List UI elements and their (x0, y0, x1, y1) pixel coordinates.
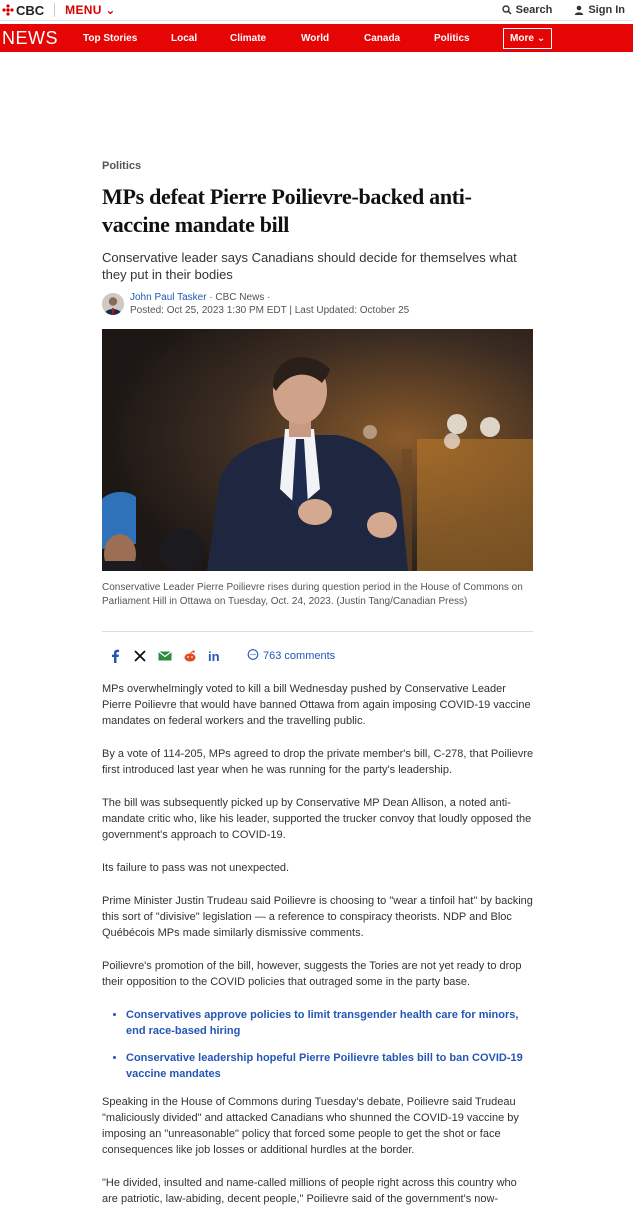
paragraph: MPs overwhelmingly voted to kill a bill Wednesday pushed by Conservative Leader Pierre Poilievre that would have banned Ottawa from again imposing COVID-19 vaccine mandates on federal workers and the travelling public. (102, 683, 531, 727)
nav-item-world[interactable]: World (301, 32, 330, 44)
byline-line-1 (130, 291, 409, 304)
nav-item-canada[interactable]: Canada (364, 32, 401, 44)
related-link[interactable]: Conservatives approve policies to limit transgender health care for minors, end race-based hiring (126, 1009, 519, 1037)
share-bar (102, 646, 335, 666)
caption-divider (102, 631, 533, 632)
related-link-item (126, 1007, 534, 1039)
author-link[interactable]: John Paul Tasker (130, 292, 207, 303)
nav-item-climate[interactable]: Climate (230, 32, 267, 44)
byline-text (130, 291, 409, 317)
news-logo[interactable]: NEWS (2, 27, 58, 48)
search-button[interactable] (502, 4, 553, 16)
comments-link[interactable] (247, 649, 335, 664)
search-label: Search (515, 4, 553, 16)
image-caption: Conservative Leader Pierre Poilievre rises during question period in the House of Commons on Parliament Hill in Ottawa on Tuesday, Oct. 24, 2023. (Justin Tang/Canadian Press) (102, 582, 523, 607)
x-icon[interactable] (127, 646, 152, 666)
paragraph: Speaking in the House of Commons during Tuesday's debate, Poilievre said Trudeau "maliciously divided" and attacked Canadians who shunned the COVID-19 vaccine by imposing an "unreasonable" policy that forced some people to get the shot or face consequences like job losses or additional hurdles at the border. (102, 1096, 519, 1156)
cbc-brand-text: CBC (16, 2, 45, 18)
headline: MPs defeat Pierre Poilievre-backed anti-vaccine mandate bill (102, 184, 472, 237)
search-icon (502, 5, 512, 15)
menu-label: MENU (65, 3, 102, 17)
paragraph: The bill was subsequently picked up by Conservative MP Dean Allison, a noted anti-mandate critic who, like his leader, supported the trucker convoy that loudly opposed the government's approach to COVID-19. (102, 797, 532, 841)
section-label[interactable]: Politics (102, 160, 142, 172)
author-avatar[interactable] (102, 293, 124, 315)
deck: Conservative leader says Canadians should decide for themselves what they put in their bodies (102, 250, 517, 282)
more-label: More (510, 33, 534, 44)
paragraph: Poilievre's promotion of the bill, however, suggests the Tories are not yet ready to drop their opposition to the COVID policies that outraged some in the party base. (102, 960, 522, 988)
posted-date: Posted: Oct 25, 2023 1:30 PM EDT | Last Updated: October 25 (130, 305, 410, 316)
sign-in-label: Sign In (588, 4, 625, 16)
related-link-item (126, 1050, 534, 1082)
cbc-gem-icon (2, 4, 14, 16)
nav-item-politics[interactable]: Politics (434, 32, 470, 44)
related-link[interactable]: Conservative leadership hopeful Pierre Poilievre tables bill to ban COVID-19 vaccine mandates (126, 1052, 523, 1080)
email-icon[interactable] (152, 646, 177, 666)
paragraph: "He divided, insulted and name-called millions of people right across this country who are patriotic, law-abiding, decent people," Poilievre said of the government's now- (102, 1177, 517, 1205)
chevron-down-icon: ⌄ (536, 33, 546, 44)
chevron-down-icon: ⌄ (105, 3, 116, 17)
related-links (102, 1007, 534, 1082)
hero-image (102, 329, 533, 571)
comment-icon (247, 649, 259, 664)
linkedin-icon[interactable] (202, 646, 227, 666)
outlet: · CBC News · (206, 292, 271, 303)
paragraph: Its failure to pass was not unexpected. (102, 862, 290, 874)
paragraph: Prime Minister Justin Trudeau said Poilievre is choosing to "wear a tinfoil hat" by backing this sort of "divisive" legislation — a reference to conspiracy theorists. NDP and Bloc Québécois MPs made similarly dismissive comments. (102, 895, 533, 939)
reddit-icon[interactable] (177, 646, 202, 666)
top-bar (0, 0, 633, 21)
nav-item-local[interactable]: Local (171, 32, 198, 44)
menu-button[interactable] (65, 3, 116, 17)
topbar-right (502, 4, 625, 16)
more-button[interactable] (503, 28, 552, 49)
nav-item-top-stories[interactable]: Top Stories (83, 32, 138, 44)
article-body (102, 681, 534, 1224)
topbar-left (2, 3, 116, 18)
cbc-logo[interactable] (2, 3, 44, 18)
topbar-divider (54, 3, 55, 17)
svg-text:in: in (207, 650, 220, 662)
comments-count: 763 comments (263, 650, 336, 662)
facebook-icon[interactable] (102, 646, 127, 666)
news-nav-bar (0, 24, 633, 52)
sign-in-button[interactable] (574, 4, 625, 16)
byline (102, 291, 409, 317)
user-icon (574, 5, 584, 15)
paragraph: By a vote of 114-205, MPs agreed to drop the private member's bill, C-278, that Poilievre first introduced last year when he was running for the party's leadership. (102, 748, 534, 776)
